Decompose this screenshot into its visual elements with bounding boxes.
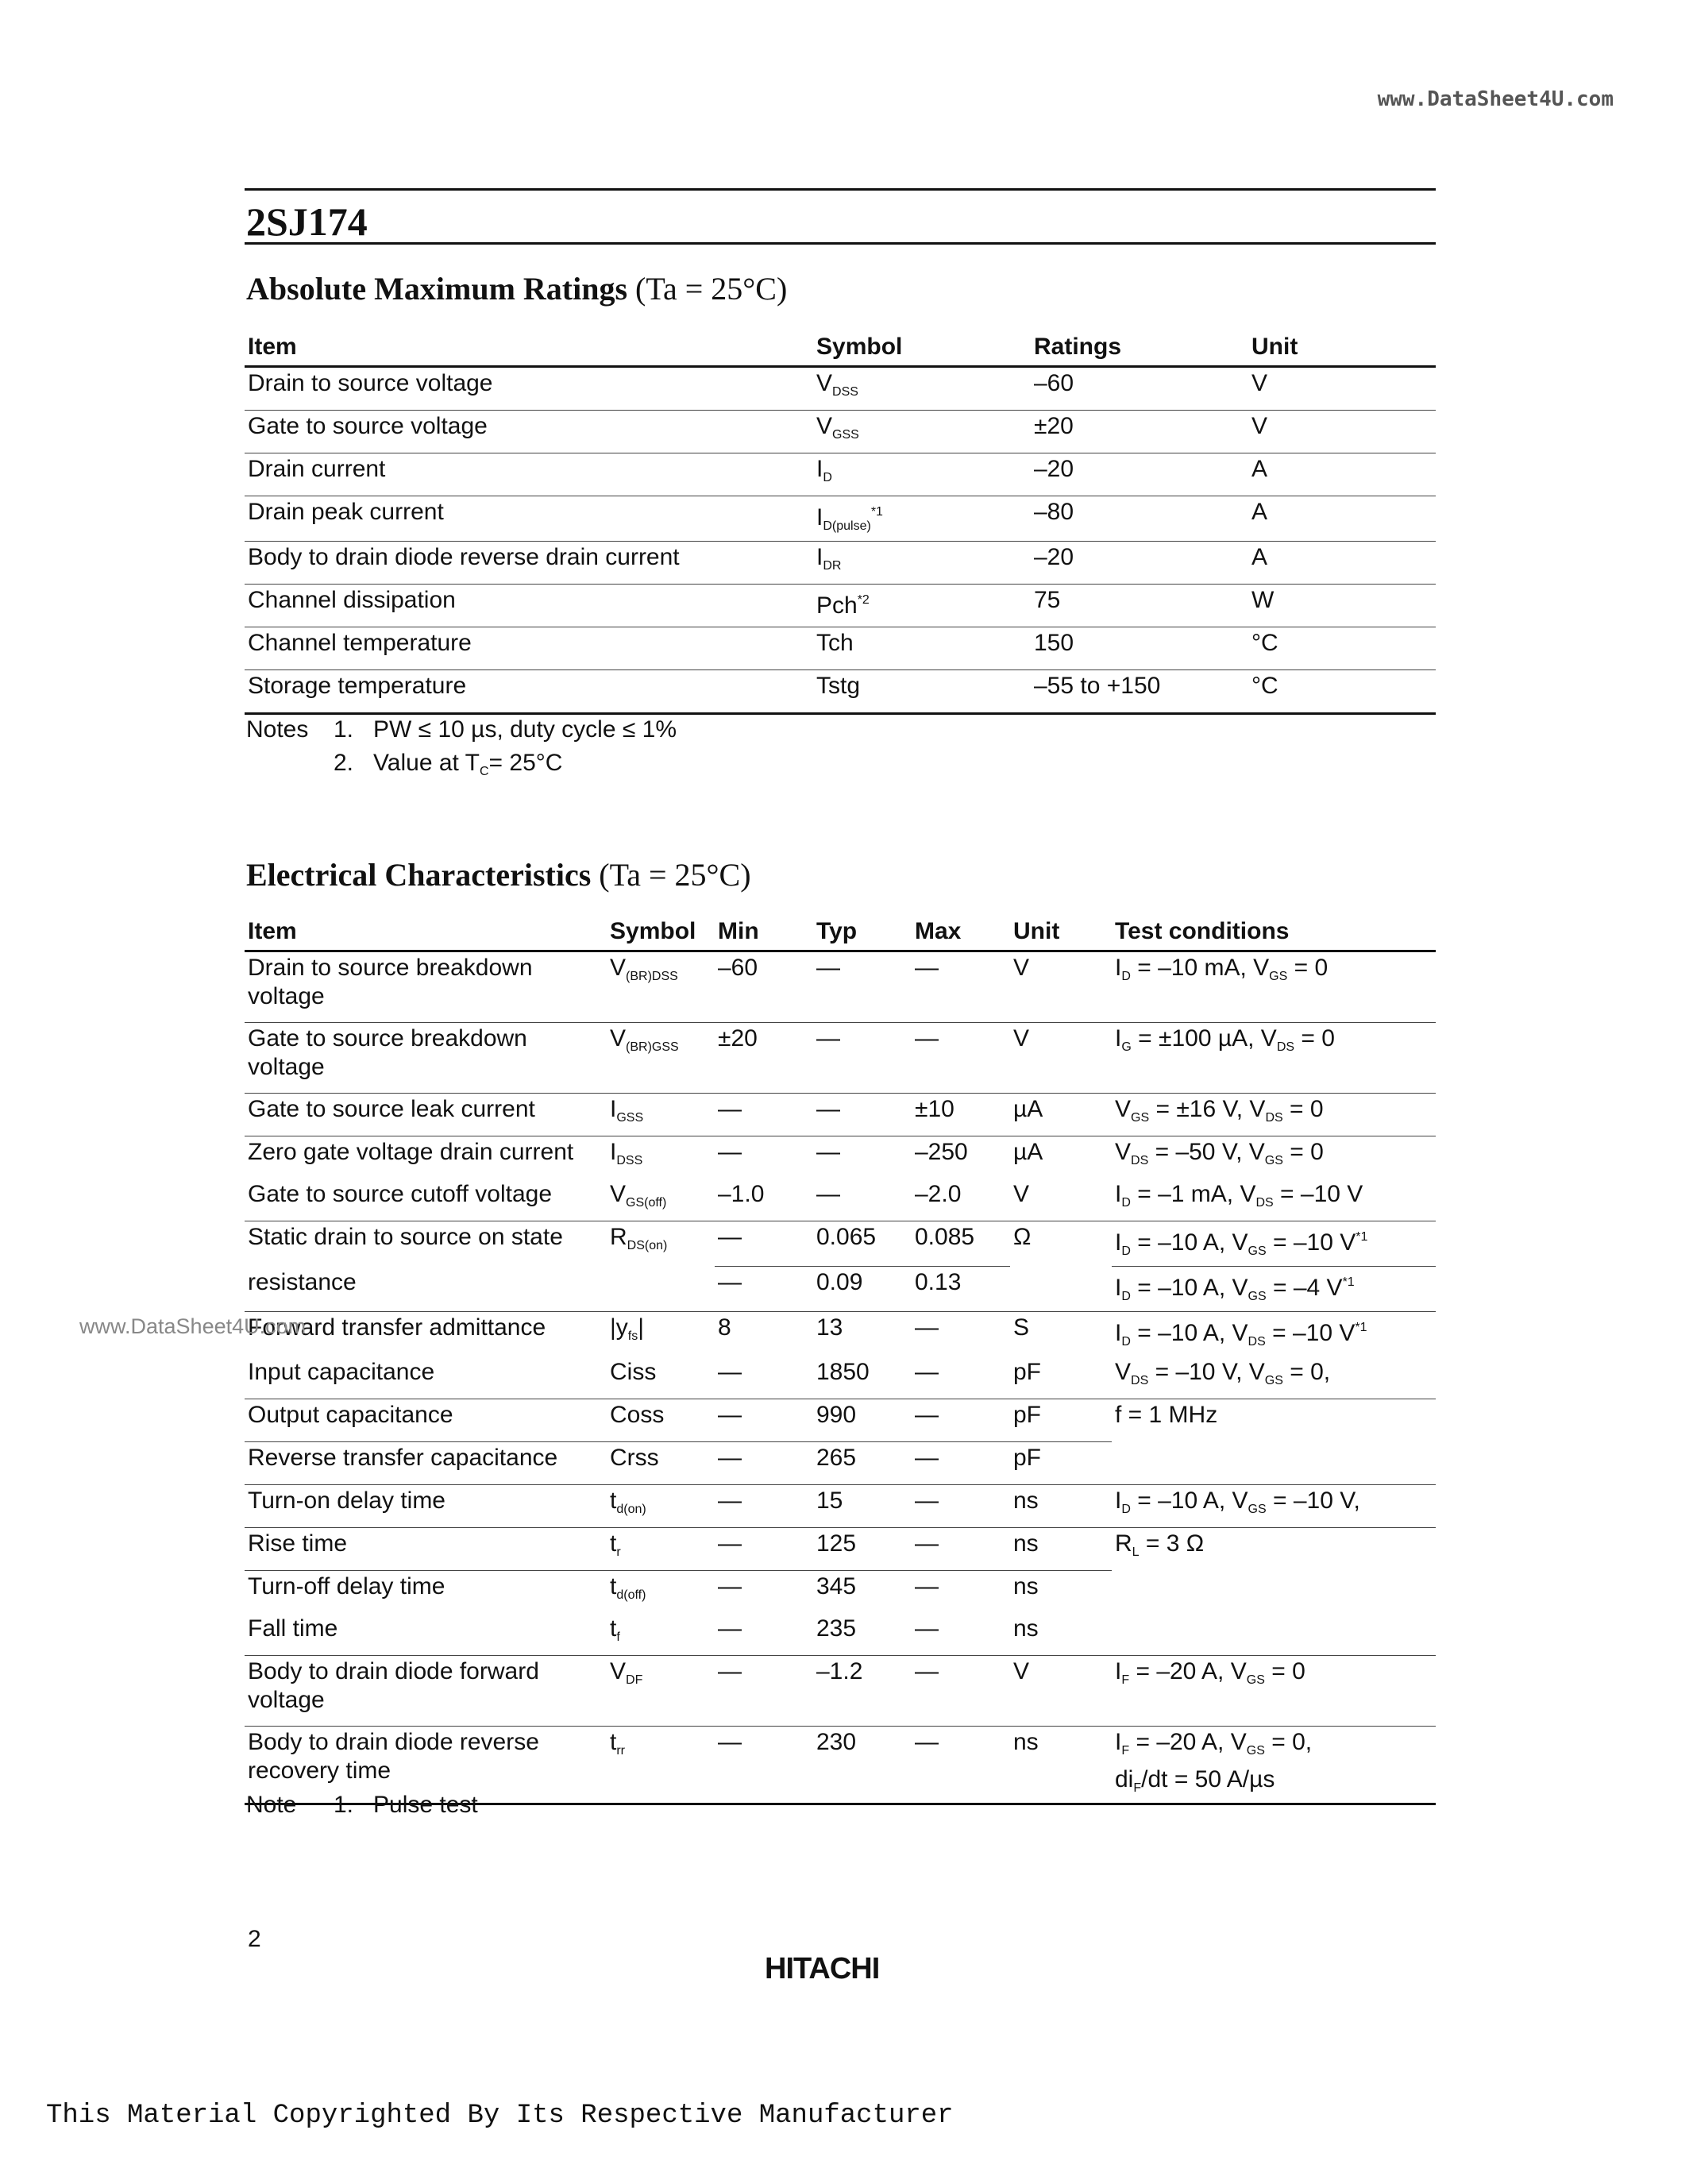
ec-typ: 13 xyxy=(816,1314,843,1341)
ec-min: 8 xyxy=(718,1314,731,1341)
amr-symbol: Tch xyxy=(816,630,854,656)
ec-typ: 230 xyxy=(816,1729,857,1755)
ec-unit: Ω xyxy=(1013,1224,1032,1250)
ec-min: — xyxy=(718,1729,742,1755)
ec-min: –1.0 xyxy=(718,1181,765,1207)
ec-row xyxy=(245,1312,1436,1357)
ec-item: Gate to source cutoff voltage xyxy=(248,1181,553,1207)
note-1-number: 1. xyxy=(334,716,354,743)
amr-unit: A xyxy=(1251,544,1268,570)
ec-test-condition: $I_D = -10$ A, $V_{GS} = -10$ V, xyxy=(1115,1488,1360,1516)
ec-item: Forward transfer admittance xyxy=(248,1314,546,1341)
ec-unit: V xyxy=(1013,955,1030,981)
amr-col-ratings: Ratings xyxy=(1034,334,1122,360)
ec-symbol: $V_{(BR)GSS}$ xyxy=(610,1025,679,1054)
ec-symbol: $R_{DS(on)}$ xyxy=(610,1224,668,1252)
ec-test-condition: $I_F = -20$ A, $V_{GS} = 0$ xyxy=(1115,1658,1305,1687)
amr-symbol: $I_{DR}$ xyxy=(816,544,842,573)
amr-row xyxy=(245,367,1436,411)
note-2-text: Value at TC= 25°C xyxy=(373,750,563,778)
amr-item: Drain to source voltage xyxy=(248,370,493,396)
ec-col-unit: Unit xyxy=(1013,918,1060,944)
ec-unit: µA xyxy=(1013,1139,1043,1165)
ec-row xyxy=(245,1267,1436,1312)
ec-col-max: Max xyxy=(915,918,962,944)
part-number: 2SJ174 xyxy=(246,199,368,244)
ec-min: — xyxy=(718,1096,742,1122)
ec-item: Gate to source leak current xyxy=(248,1096,535,1122)
ec-symbol: $V_{DF}$ xyxy=(610,1658,643,1687)
ec-col-item: Item xyxy=(248,918,297,944)
note-1-text: PW ≤ 10 µs, duty cycle ≤ 1% xyxy=(373,716,677,743)
amr-unit: V xyxy=(1251,370,1268,396)
ec-item: Reverse transfer capacitance xyxy=(248,1445,558,1471)
ec-unit: ns xyxy=(1013,1729,1039,1755)
ec-min: — xyxy=(718,1224,742,1250)
ec-row xyxy=(245,1356,1436,1399)
hitachi-logo: HITACHI xyxy=(765,1952,880,1985)
ec-col-test-conditions: Test conditions xyxy=(1115,918,1290,944)
ec-section-title: Electrical Characteristics (Ta = 25°C) xyxy=(246,857,751,893)
ec-test-condition: $V_{DS} = -50$ V, $V_{GS} = 0$ xyxy=(1115,1139,1324,1167)
ec-unit: pF xyxy=(1013,1402,1042,1428)
amr-col-unit: Unit xyxy=(1251,334,1298,360)
ec-header-row xyxy=(245,910,1436,951)
ec-col-min: Min xyxy=(718,918,759,944)
ec-min: — xyxy=(718,1615,742,1642)
ec-item: Turn-on delay time xyxy=(248,1488,445,1514)
ec-col-symbol: Symbol xyxy=(610,918,696,944)
amr-unit: A xyxy=(1251,499,1268,525)
amr-row xyxy=(245,585,1436,627)
ec-min: — xyxy=(718,1445,742,1471)
ec-typ: 990 xyxy=(816,1402,857,1428)
ec-test-condition: $I_D = -10$ mA, $V_{GS} = 0$ xyxy=(1115,955,1329,983)
ec-max: — xyxy=(915,1445,939,1471)
ec-row xyxy=(245,1179,1436,1221)
ec-max: 0.13 xyxy=(912,1267,1010,1312)
ec-max: –2.0 xyxy=(915,1181,962,1207)
ec-item: Input capacitance xyxy=(248,1359,435,1385)
ec-typ: 345 xyxy=(816,1573,857,1599)
ec-notes xyxy=(246,1788,478,1822)
ec-max: –250 xyxy=(915,1139,968,1165)
amr-row xyxy=(245,411,1436,453)
ec-note-1-number: 1. xyxy=(334,1792,354,1818)
ec-test-condition: $I_D = -10$ A, $V_{GS} = -4$ $V^{*1}$ xyxy=(1112,1267,1436,1312)
amr-header-row xyxy=(245,326,1436,367)
amr-rating: –55 to +150 xyxy=(1034,673,1161,699)
ec-typ: — xyxy=(816,1096,840,1122)
ec-test-condition: $I_F = -20$ A, $V_{GS} = 0$, $di_F/dt = 50$ A/µs xyxy=(1115,1729,1313,1795)
ec-max: — xyxy=(915,1025,939,1051)
note-label: Note xyxy=(246,1792,297,1818)
ec-min: ±20 xyxy=(718,1025,758,1051)
ec-row xyxy=(245,1136,1436,1179)
note-2-number: 2. xyxy=(334,750,354,776)
ec-min: — xyxy=(718,1658,742,1684)
amr-unit: V xyxy=(1251,413,1268,439)
ec-symbol: $I_{DSS}$ xyxy=(610,1139,643,1167)
amr-rating: –80 xyxy=(1034,499,1074,525)
amr-item: Drain current xyxy=(248,456,386,482)
ec-min: — xyxy=(715,1267,813,1312)
page-number: 2 xyxy=(248,1926,261,1952)
ec-symbol: $t_r$ xyxy=(610,1530,621,1559)
ec-test-condition: $I_G = \pm 100$ µA, $V_{DS} = 0$ xyxy=(1115,1025,1335,1054)
ec-typ: — xyxy=(816,1025,840,1051)
ec-item: Drain to source breakdown voltage xyxy=(248,955,533,1009)
amr-col-symbol: Symbol xyxy=(816,334,903,360)
amr-item: Channel dissipation xyxy=(248,587,456,613)
amr-unit: °C xyxy=(1251,673,1278,699)
ec-symbol: $I_{GSS}$ xyxy=(610,1096,644,1125)
ec-min: — xyxy=(718,1488,742,1514)
ec-typ: — xyxy=(816,1139,840,1165)
ec-min: — xyxy=(718,1139,742,1165)
ec-min: –60 xyxy=(718,955,758,981)
ec-note-1-text: Pulse test xyxy=(373,1792,478,1818)
ec-row xyxy=(245,951,1436,1023)
ec-item: Output capacitance xyxy=(248,1402,453,1428)
ec-min: — xyxy=(718,1573,742,1599)
ec-typ: 0.09 xyxy=(813,1267,912,1312)
ec-unit: pF xyxy=(1013,1359,1042,1385)
ec-typ: –1.2 xyxy=(816,1658,863,1684)
ec-max: — xyxy=(915,1314,939,1341)
amr-symbol: $I_D$ xyxy=(816,456,832,484)
ec-typ: 0.065 xyxy=(816,1224,877,1250)
ec-test-condition: $R_L = 3$ Ω xyxy=(1115,1530,1205,1559)
ec-item: Zero gate voltage drain current xyxy=(248,1139,574,1165)
ec-unit: ns xyxy=(1013,1530,1039,1557)
ec-row xyxy=(245,1023,1436,1094)
amr-unit: W xyxy=(1251,587,1275,613)
ec-row xyxy=(245,1094,1436,1136)
ec-max: — xyxy=(915,1658,939,1684)
ec-unit: pF xyxy=(1013,1445,1042,1471)
amr-symbol: Tstg xyxy=(816,673,861,699)
amr-symbol: $V_{DSS}$ xyxy=(816,370,858,399)
amr-symbol: $V_{GSS}$ xyxy=(816,413,859,442)
amr-notes xyxy=(246,713,677,789)
amr-unit: °C xyxy=(1251,630,1278,656)
ec-item: Static drain to source on state xyxy=(248,1224,563,1250)
ec-unit: V xyxy=(1013,1181,1030,1207)
ec-typ: 235 xyxy=(816,1615,857,1642)
amr-row xyxy=(245,542,1436,585)
ec-max: — xyxy=(915,1402,939,1428)
copyright-notice: This Material Copyrighted By Its Respective Manufacturer xyxy=(46,2101,954,2131)
ec-row xyxy=(245,1399,1436,1442)
ec-row xyxy=(245,1221,1436,1267)
amr-item: Gate to source voltage xyxy=(248,413,488,439)
ec-min: — xyxy=(718,1402,742,1428)
ec-symbol: $t_{rr}$ xyxy=(610,1729,625,1758)
amr-symbol: $I_{D(pulse)}^{*1}$ xyxy=(816,504,883,533)
ec-max: — xyxy=(915,1530,939,1557)
ec-max: 0.085 xyxy=(915,1224,975,1250)
ec-min: — xyxy=(718,1530,742,1557)
ec-item: resistance xyxy=(248,1268,357,1295)
amr-unit: A xyxy=(1251,456,1268,482)
ec-symbol: $|y_{fs}|$ xyxy=(610,1314,645,1343)
ec-unit: S xyxy=(1013,1314,1030,1341)
ec-test-condition: $I_D = -10$ A, $V_{GS} = -10$ $V^{*1}$ xyxy=(1115,1229,1368,1258)
ec-symbol: Ciss xyxy=(610,1359,657,1385)
amr-section-title: Absolute Maximum Ratings (Ta = 25°C) xyxy=(246,271,788,307)
ec-col-typ: Typ xyxy=(816,918,858,944)
ec-item: Gate to source breakdown voltage xyxy=(248,1025,527,1080)
amr-col-item: Item xyxy=(248,334,297,360)
ec-typ: — xyxy=(816,1181,840,1207)
ec-symbol: Coss xyxy=(610,1402,665,1428)
ec-item: Body to drain diode forward voltage xyxy=(248,1658,539,1713)
ec-typ: — xyxy=(816,955,840,981)
amr-rating: –20 xyxy=(1034,456,1074,482)
amr-row xyxy=(245,453,1436,496)
ec-row xyxy=(245,1656,1436,1727)
ec-unit: ns xyxy=(1013,1573,1039,1599)
amr-row xyxy=(245,670,1436,714)
amr-row xyxy=(245,496,1436,542)
amr-symbol: Pch$^{*2}$ xyxy=(816,592,870,619)
ec-max: — xyxy=(915,1488,939,1514)
ec-max: — xyxy=(915,1729,939,1755)
ec-unit: V xyxy=(1013,1025,1030,1051)
amr-table xyxy=(245,326,1436,715)
ec-typ: 15 xyxy=(816,1488,843,1514)
amr-rating: 75 xyxy=(1034,587,1061,613)
ec-symbol: $V_{GS(off)}$ xyxy=(610,1181,667,1210)
ec-test-condition: $I_D = -1$ mA, $V_{DS} = -10$ V xyxy=(1115,1181,1363,1210)
ec-unit: V xyxy=(1013,1658,1030,1684)
ec-unit: ns xyxy=(1013,1488,1039,1514)
amr-row xyxy=(245,627,1436,670)
ec-unit: ns xyxy=(1013,1615,1039,1642)
amr-item: Storage temperature xyxy=(248,673,467,699)
ec-symbol: $t_{d(on)}$ xyxy=(610,1488,646,1516)
ec-symbol: Crss xyxy=(610,1445,659,1471)
ec-item: Rise time xyxy=(248,1530,348,1557)
ec-min: — xyxy=(718,1359,742,1385)
ec-test-condition: f = 1 MHz xyxy=(1115,1402,1218,1428)
ec-typ: 125 xyxy=(816,1530,857,1557)
ec-test-condition: $V_{GS} = \pm 16$ V, $V_{DS} = 0$ xyxy=(1115,1096,1324,1125)
amr-item: Channel temperature xyxy=(248,630,472,656)
amr-rating: ±20 xyxy=(1034,413,1074,439)
ec-symbol: $V_{(BR)DSS}$ xyxy=(610,955,678,983)
amr-item: Body to drain diode reverse drain current xyxy=(248,544,680,570)
amr-rating: –20 xyxy=(1034,544,1074,570)
amr-rating: 150 xyxy=(1034,630,1074,656)
ec-typ: 1850 xyxy=(816,1359,870,1385)
site-watermark-url: www.DataSheet4U.com xyxy=(1377,87,1614,111)
ec-max: — xyxy=(915,1359,939,1385)
ec-table xyxy=(245,910,1436,1805)
ec-test-condition: $V_{DS} = -10$ V, $V_{GS} = 0$, xyxy=(1115,1359,1331,1387)
side-watermark: www.DataSheet4U.com xyxy=(79,1314,307,1338)
ec-row xyxy=(245,1485,1436,1528)
ec-symbol: $t_{d(off)}$ xyxy=(610,1573,646,1602)
ec-row xyxy=(245,1528,1436,1571)
notes-label: Notes xyxy=(246,716,309,743)
amr-item: Drain peak current xyxy=(248,499,444,525)
ec-item: Turn-off delay time xyxy=(248,1573,445,1599)
ec-max: — xyxy=(915,1573,939,1599)
ec-item: Fall time xyxy=(248,1615,338,1642)
ec-item: Body to drain diode reverse recovery time xyxy=(248,1729,539,1784)
ec-test-condition: $I_D = -10$ A, $V_{DS} = -10$ $V^{*1}$ xyxy=(1115,1320,1367,1349)
header-rule-top xyxy=(245,188,1436,191)
header-rule-bottom xyxy=(245,242,1436,245)
ec-symbol: $t_f$ xyxy=(610,1615,620,1644)
ec-max: — xyxy=(915,955,939,981)
ec-max: — xyxy=(915,1615,939,1642)
amr-rating: –60 xyxy=(1034,370,1074,396)
ec-typ: 265 xyxy=(816,1445,857,1471)
ec-max: ±10 xyxy=(915,1096,954,1122)
ec-unit: µA xyxy=(1013,1096,1043,1122)
